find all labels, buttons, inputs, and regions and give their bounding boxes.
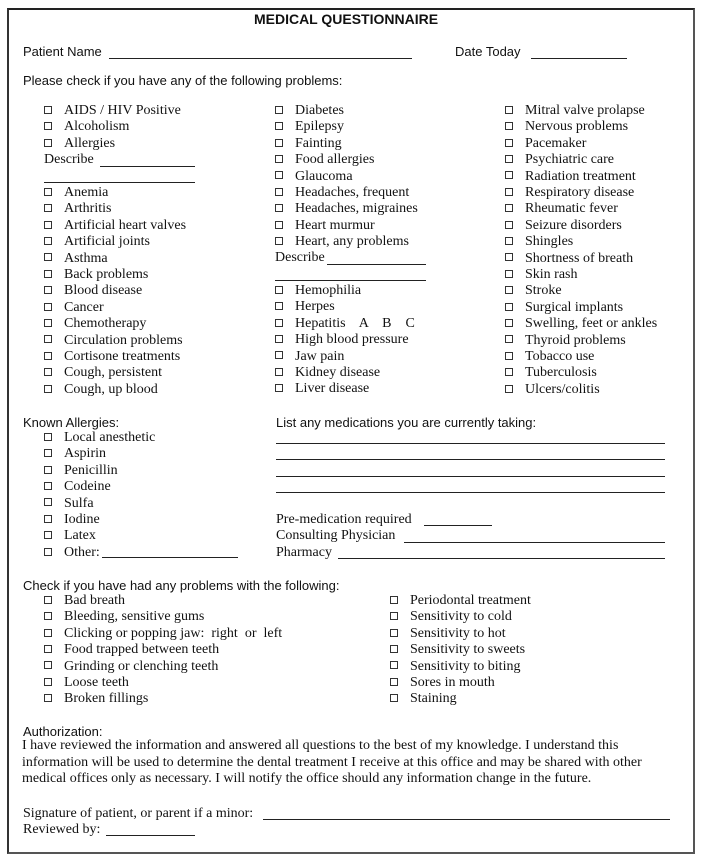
problem-item: [275, 349, 344, 365]
checkbox[interactable]: [44, 694, 52, 702]
problem-item: [44, 136, 115, 152]
checkbox[interactable]: [505, 352, 513, 360]
checkbox[interactable]: [44, 612, 52, 620]
problem-label: Rheumatic fever: [525, 201, 618, 217]
allergy-label: Latex: [64, 528, 96, 544]
problem-label: Stroke: [525, 283, 562, 299]
checkbox[interactable]: [44, 253, 52, 261]
checkbox[interactable]: [505, 335, 513, 343]
problem-label: Swelling, feet or ankles: [525, 316, 658, 332]
problem-label: Hepatitis A B C: [295, 315, 415, 331]
checkbox[interactable]: [44, 303, 52, 311]
problem-label: Thyroid problems: [525, 332, 626, 348]
problem-label: Respiratory disease: [525, 185, 635, 200]
checkbox[interactable]: [44, 188, 52, 196]
describe-field-2b[interactable]: [275, 280, 426, 281]
problem-item: [44, 103, 181, 119]
problem-item: [505, 365, 597, 381]
problems-heading: Please check if you have any of the following problems:: [23, 73, 343, 88]
medication-line-4[interactable]: [276, 492, 665, 493]
reviewed-label: Reviewed by:: [23, 822, 101, 837]
problem-label: Diabetes: [295, 103, 344, 118]
problem-label: Food allergies: [295, 152, 375, 168]
checkbox[interactable]: [44, 645, 52, 653]
dental-item: [44, 691, 148, 707]
problem-item: [505, 349, 594, 365]
problem-label: Epilepsy: [295, 119, 344, 135]
dental-label: Sensitivity to sweets: [410, 642, 526, 658]
authorization-text: I have reviewed the information and answered all questions to the best of my knowledge. I understand this information will be used to determine the dental treatment I receive at this office and may be shared with other medical offices only as necessary. I will notify the office should any information change in the future.: [22, 738, 642, 786]
problem-item: [505, 316, 657, 332]
date-field[interactable]: [531, 58, 627, 59]
signature-label: Signature of patient, or parent if a minor:: [23, 806, 254, 821]
allergy-item: [44, 496, 94, 512]
problem-item: [275, 185, 409, 201]
problem-label: Tobacco use: [525, 349, 595, 364]
problem-label: Herpes: [295, 299, 335, 315]
problem-item: [44, 218, 186, 234]
signature-field[interactable]: [263, 819, 670, 820]
checkbox[interactable]: [44, 466, 52, 474]
checkbox[interactable]: [505, 253, 513, 261]
dental-label: Food trapped between teeth: [64, 642, 220, 658]
checkbox[interactable]: [44, 482, 52, 490]
checkbox[interactable]: [505, 188, 513, 196]
checkbox[interactable]: [505, 237, 513, 245]
dental-item: [390, 593, 531, 609]
problem-item: [44, 234, 150, 250]
problem-label: Shingles: [525, 234, 574, 250]
dental-label: Bad breath: [64, 593, 126, 608]
checkbox[interactable]: [44, 286, 52, 294]
describe-field-1a[interactable]: [100, 166, 195, 167]
checkbox[interactable]: [505, 155, 513, 163]
checkbox[interactable]: [505, 303, 513, 311]
checkbox[interactable]: [44, 122, 52, 130]
problem-item: [275, 234, 409, 250]
problem-item: [44, 267, 148, 283]
checkbox[interactable]: [44, 678, 52, 686]
problem-label: AIDS / HIV Positive: [64, 103, 181, 118]
problem-item: [505, 103, 645, 119]
problem-label: Headaches, frequent: [295, 185, 410, 200]
problem-label: Alcoholism: [64, 119, 130, 135]
dental-label: Broken fillings: [64, 691, 149, 707]
problem-label: Artificial heart valves: [64, 217, 187, 233]
reviewed-field[interactable]: [106, 835, 195, 836]
checkbox[interactable]: [275, 221, 283, 229]
checkbox[interactable]: [390, 629, 398, 637]
problem-label: Nervous problems: [525, 119, 629, 135]
checkbox[interactable]: [275, 237, 283, 245]
checkbox[interactable]: [275, 335, 283, 343]
checkbox[interactable]: [275, 171, 283, 179]
dental-label: Sensitivity to cold: [410, 609, 512, 625]
checkbox[interactable]: [275, 319, 283, 327]
problem-item: [275, 136, 342, 152]
allergy-label: Sulfa: [64, 495, 94, 511]
describe-label-1: Describe: [44, 152, 94, 167]
checkbox[interactable]: [44, 237, 52, 245]
problem-item: [275, 381, 369, 397]
problem-item: [275, 152, 374, 168]
dental-label: Sores in mouth: [410, 675, 495, 690]
problem-item: [505, 119, 628, 135]
checkbox[interactable]: [44, 433, 52, 441]
checkbox[interactable]: [505, 221, 513, 229]
checkbox[interactable]: [505, 171, 513, 179]
problem-label: Chemotherapy: [64, 316, 147, 332]
dental-label: Sensitivity to hot: [410, 625, 506, 641]
checkbox[interactable]: [275, 106, 283, 114]
problem-item: [275, 169, 353, 185]
problem-item: [505, 218, 622, 234]
problem-item: [44, 300, 104, 316]
problem-label: Hemophilia: [295, 283, 362, 298]
problem-item: [505, 185, 634, 201]
dental-label: Clicking or popping jaw: right or left: [64, 625, 283, 641]
allergy-item: [44, 430, 155, 446]
dental-item: [390, 691, 457, 707]
checkbox[interactable]: [44, 204, 52, 212]
checkbox[interactable]: [44, 319, 52, 327]
problem-label: Back problems: [64, 267, 149, 282]
checkbox[interactable]: [44, 352, 52, 360]
checkbox[interactable]: [505, 270, 513, 278]
authorization-heading: Authorization:: [23, 724, 103, 739]
problem-label: Cortisone treatments: [64, 349, 181, 364]
checkbox[interactable]: [275, 368, 283, 376]
medication-line-3[interactable]: [276, 476, 665, 477]
problem-item: [44, 382, 158, 398]
problem-item: [275, 299, 335, 315]
problem-label: Skin rash: [525, 267, 578, 282]
dental-item: [44, 642, 219, 658]
problem-item: [44, 185, 108, 201]
dental-label: Staining: [410, 691, 457, 707]
allergy-item: [44, 479, 111, 495]
dental-label: Grinding or clenching teeth: [64, 658, 219, 674]
dental-heading: Check if you have had any problems with the following:: [23, 578, 340, 593]
problem-item: [275, 103, 344, 119]
checkbox[interactable]: [44, 221, 52, 229]
checkbox[interactable]: [505, 106, 513, 114]
problem-label: Shortness of breath: [525, 250, 634, 266]
problem-label: Radiation treatment: [525, 168, 636, 184]
dental-item: [390, 659, 520, 675]
problem-item: [275, 201, 418, 217]
problem-label: Artificial joints: [64, 234, 150, 250]
problem-item: [505, 251, 633, 267]
checkbox[interactable]: [44, 139, 52, 147]
medication-line-2[interactable]: [276, 459, 665, 460]
checkbox[interactable]: [275, 139, 283, 147]
problem-label: Jaw pain: [295, 348, 345, 364]
checkbox[interactable]: [44, 335, 52, 343]
checkbox[interactable]: [44, 548, 52, 556]
checkbox[interactable]: [505, 319, 513, 327]
medication-line-1[interactable]: [276, 443, 665, 444]
problem-item: [505, 136, 586, 152]
problem-label: Circulation problems: [64, 332, 183, 348]
checkbox[interactable]: [275, 384, 283, 392]
problem-label: Kidney disease: [295, 365, 381, 380]
problem-label: Glaucoma: [295, 168, 353, 184]
pharmacy-field[interactable]: [338, 558, 665, 559]
problem-label: Cough, up blood: [64, 381, 158, 397]
dental-item: [44, 609, 204, 625]
checkbox[interactable]: [390, 694, 398, 702]
problem-item: [44, 349, 180, 365]
dental-item: [44, 626, 282, 642]
checkbox[interactable]: [44, 449, 52, 457]
allergy-item: [44, 545, 100, 561]
checkbox[interactable]: [505, 385, 513, 393]
other-allergy-field[interactable]: [102, 557, 238, 558]
problem-item: [44, 316, 146, 332]
problem-item: [44, 251, 108, 267]
dental-item: [390, 609, 512, 625]
problem-item: [44, 283, 142, 299]
premed-field[interactable]: [424, 525, 492, 526]
dental-label: Bleeding, sensitive gums: [64, 609, 205, 625]
allergy-item: [44, 446, 106, 462]
allergy-label: Codeine: [64, 479, 111, 495]
checkbox[interactable]: [505, 286, 513, 294]
problem-label: Mitral valve prolapse: [525, 103, 645, 118]
problem-label: Asthma: [64, 250, 108, 266]
problem-label: Arthritis: [64, 201, 112, 217]
checkbox[interactable]: [505, 122, 513, 130]
problem-label: Surgical implants: [525, 299, 624, 315]
checkbox[interactable]: [275, 286, 283, 294]
problem-item: [275, 283, 361, 299]
problem-item: [505, 234, 573, 250]
problem-label: Ulcers/colitis: [525, 381, 600, 397]
dental-item: [390, 626, 506, 642]
problem-item: [275, 332, 409, 348]
problem-label: Cancer: [64, 299, 104, 315]
physician-label: Consulting Physician: [276, 528, 396, 543]
problem-item: [44, 365, 162, 381]
checkbox[interactable]: [44, 498, 52, 506]
problem-item: [505, 283, 562, 299]
dental-label: Loose teeth: [64, 675, 129, 690]
problem-item: [505, 201, 618, 217]
problem-label: Heart murmur: [295, 217, 375, 233]
problem-label: Blood disease: [64, 283, 143, 299]
allergy-label: Local anesthetic: [64, 430, 156, 445]
pharmacy-label: Pharmacy: [276, 545, 332, 560]
problem-label: Psychiatric care: [525, 152, 615, 168]
checkbox[interactable]: [44, 629, 52, 637]
problem-label: Seizure disorders: [525, 217, 622, 233]
checkbox[interactable]: [275, 188, 283, 196]
problem-item: [505, 169, 636, 185]
dental-item: [44, 593, 125, 609]
problem-item: [44, 333, 183, 349]
checkbox[interactable]: [505, 204, 513, 212]
allergy-label: Other:: [64, 544, 100, 560]
problem-item: [44, 119, 129, 135]
allergy-item: [44, 463, 118, 479]
problem-label: Anemia: [64, 185, 109, 200]
checkbox[interactable]: [275, 122, 283, 130]
problem-label: Tuberculosis: [525, 365, 597, 381]
dental-item: [390, 675, 495, 691]
problem-label: High blood pressure: [295, 332, 409, 348]
describe-label-2: Describe: [275, 250, 325, 265]
checkbox[interactable]: [275, 204, 283, 212]
checkbox[interactable]: [44, 270, 52, 278]
problem-label: Allergies: [64, 135, 116, 151]
checkbox[interactable]: [44, 596, 52, 604]
problem-label: Headaches, migraines: [295, 201, 418, 217]
checkbox[interactable]: [390, 678, 398, 686]
page-title: MEDICAL QUESTIONNAIRE: [253, 11, 439, 27]
checkbox[interactable]: [44, 106, 52, 114]
problem-item: [505, 300, 623, 316]
checkbox[interactable]: [275, 155, 283, 163]
patient-name-label: Patient Name: [23, 44, 102, 59]
checkbox[interactable]: [390, 645, 398, 653]
dental-item: [390, 642, 525, 658]
problem-item: [505, 333, 626, 349]
allergies-heading: Known Allergies:: [23, 415, 120, 430]
allergy-label: Aspirin: [64, 446, 106, 462]
problem-item: [275, 218, 375, 234]
problem-item: [44, 201, 111, 217]
date-label: Date Today: [455, 44, 521, 59]
checkbox[interactable]: [44, 515, 52, 523]
describe-field-2a[interactable]: [327, 264, 426, 265]
dental-item: [44, 675, 129, 691]
problem-item: [275, 365, 380, 381]
allergy-item: [44, 512, 100, 528]
checkbox[interactable]: [44, 531, 52, 539]
problem-label: Pacemaker: [525, 135, 587, 151]
checkbox[interactable]: [390, 612, 398, 620]
checkbox[interactable]: [44, 368, 52, 376]
problem-item: [275, 316, 415, 332]
checkbox[interactable]: [390, 596, 398, 604]
problem-item: [505, 152, 614, 168]
checkbox[interactable]: [44, 661, 52, 669]
problem-item: [505, 382, 600, 398]
problem-label: Heart, any problems: [295, 234, 409, 250]
medications-heading: List any medications you are currently taking:: [276, 415, 537, 430]
patient-name-field[interactable]: [109, 58, 412, 59]
dental-item: [44, 659, 218, 675]
problem-item: [505, 267, 578, 283]
allergy-label: Iodine: [64, 512, 100, 527]
checkbox[interactable]: [505, 368, 513, 376]
premed-label: Pre-medication required: [276, 512, 412, 527]
problem-label: Fainting: [295, 135, 342, 151]
dental-label: Periodontal treatment: [410, 593, 531, 608]
checkbox[interactable]: [505, 139, 513, 147]
checkbox[interactable]: [275, 302, 283, 310]
dental-label: Sensitivity to biting: [410, 658, 521, 674]
problem-label: Liver disease: [295, 381, 370, 397]
describe-field-1b[interactable]: [44, 182, 195, 183]
physician-field[interactable]: [404, 542, 665, 543]
checkbox[interactable]: [275, 351, 283, 359]
allergy-label: Penicillin: [64, 462, 118, 478]
allergy-item: [44, 528, 96, 544]
checkbox[interactable]: [390, 661, 398, 669]
problem-label: Cough, persistent: [64, 365, 162, 381]
checkbox[interactable]: [44, 385, 52, 393]
problem-item: [275, 119, 344, 135]
